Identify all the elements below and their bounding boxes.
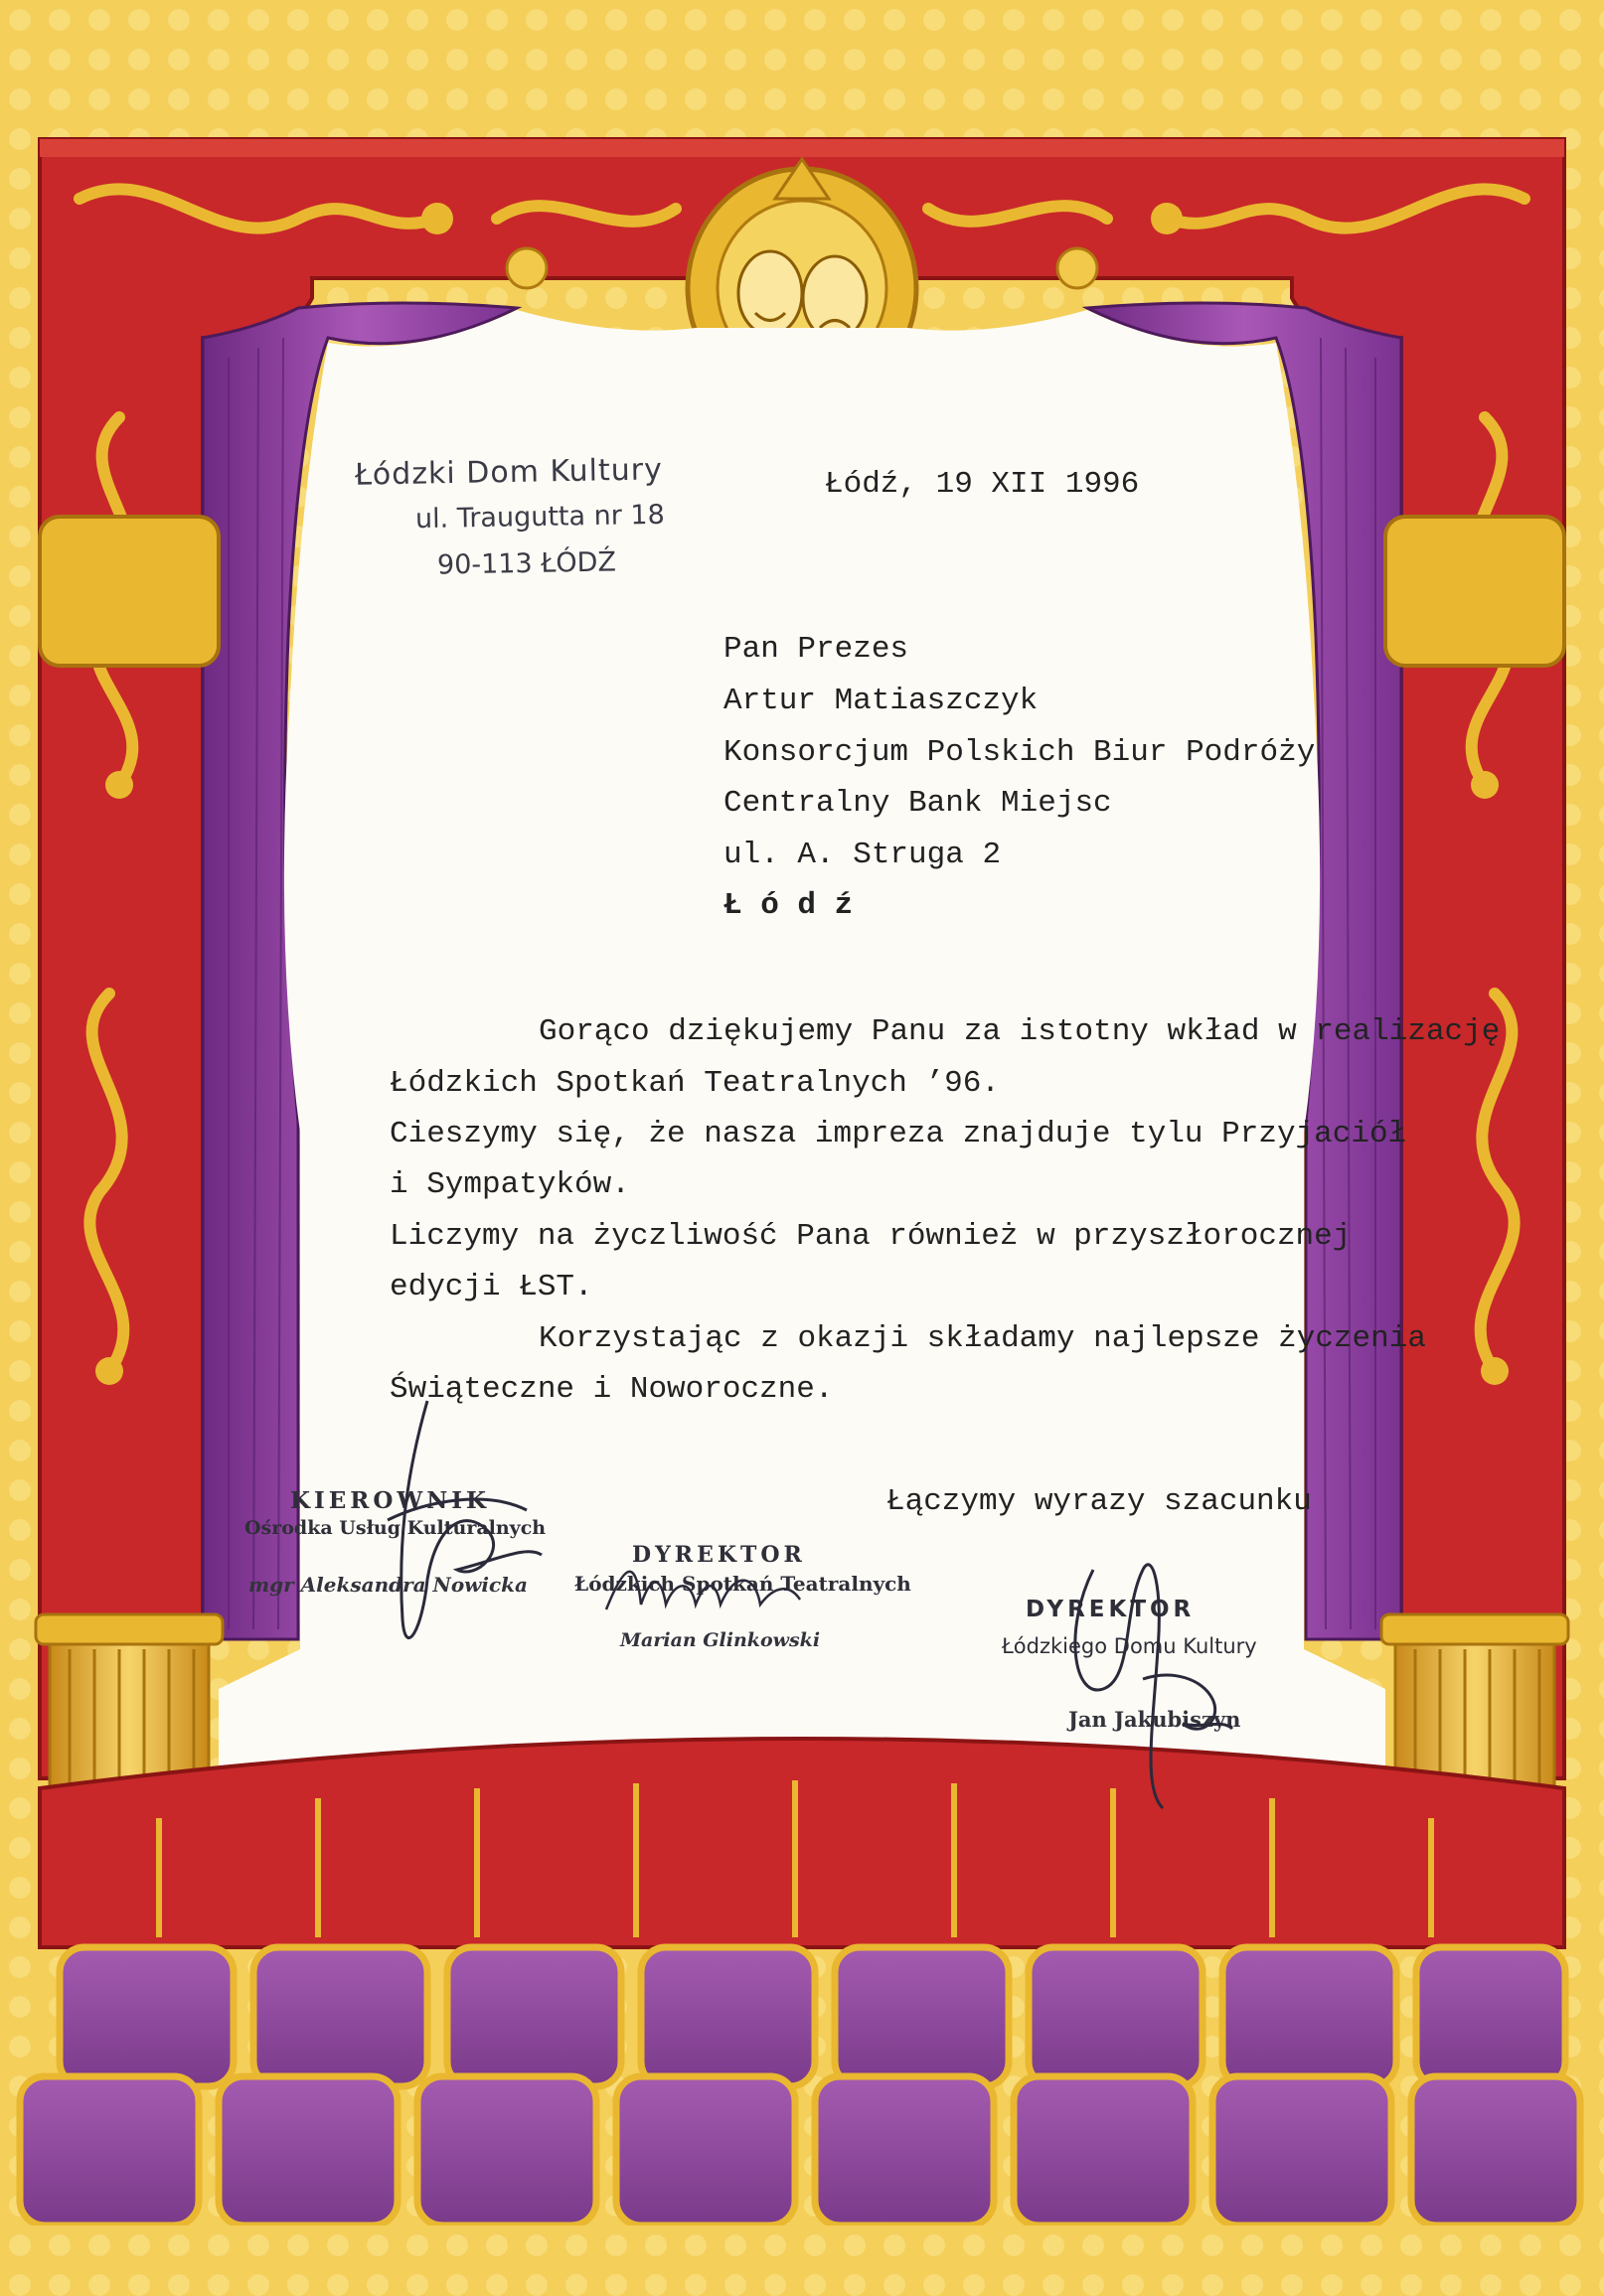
- signature-1-title: KIEROWNIK: [290, 1487, 491, 1514]
- recipient-department: Centralny Bank Miejsc: [723, 786, 1112, 821]
- body-line-7: Korzystając z okazji składamy najlepsze życzenia: [539, 1321, 1426, 1356]
- sender-stamp-city: 90-113 ŁÓDŹ: [436, 546, 617, 581]
- body-line-6: edycji ŁST.: [390, 1270, 593, 1304]
- signature-3-scrawl: [1034, 1530, 1252, 1828]
- signature-1-unit: Ośrodka Usług Kulturalnych: [244, 1517, 547, 1539]
- body-line-2: Łódzkich Spotkań Teatralnych ’96.: [390, 1066, 1000, 1101]
- signature-3-name: Jan Jakubiszyn: [1068, 1707, 1241, 1732]
- recipient-street: ul. A. Struga 2: [723, 838, 1002, 872]
- closing-line: Łączymy wyrazy szacunku: [886, 1484, 1312, 1519]
- recipient-name: Artur Matiaszczyk: [723, 684, 1039, 718]
- recipient-organization: Konsorcjum Polskich Biur Podróży: [723, 735, 1316, 770]
- signature-1-name: mgr Aleksandra Nowicka: [248, 1573, 528, 1597]
- body-line-4: i Sympatyków.: [390, 1167, 630, 1202]
- body-line-3: Cieszymy się, że nasza impreza znajduje tylu Przyjaciół: [390, 1117, 1407, 1151]
- recipient-title: Pan Prezes: [723, 632, 909, 667]
- body-line-1: Gorąco dziękujemy Panu za istotny wkład w realizację: [539, 1014, 1501, 1049]
- signature-1-scrawl: [328, 1381, 566, 1679]
- signature-3-title: DYREKTOR: [1026, 1597, 1196, 1622]
- signature-3-unit: Łódzkiego Domu Kultury: [1002, 1634, 1257, 1658]
- signature-2-unit: Łódzkich Spotkań Teatralnych: [574, 1572, 911, 1596]
- signature-2-scrawl: [596, 1550, 835, 1639]
- body-line-5: Liczymy na życzliwość Pana również w przyszłorocznej: [390, 1219, 1352, 1254]
- signature-2-name: Marian Glinkowski: [620, 1629, 821, 1651]
- date-line: Łódź, 19 XII 1996: [825, 467, 1140, 502]
- recipient-city: Ł ó d ź: [723, 888, 854, 923]
- sender-stamp-name: Łódzki Dom Kultury: [354, 452, 664, 493]
- body-line-8: Świąteczne i Noworoczne.: [390, 1372, 834, 1407]
- sender-stamp-street: ul. Traugutta nr 18: [414, 499, 666, 536]
- signature-2-title: DYREKTOR: [632, 1542, 806, 1568]
